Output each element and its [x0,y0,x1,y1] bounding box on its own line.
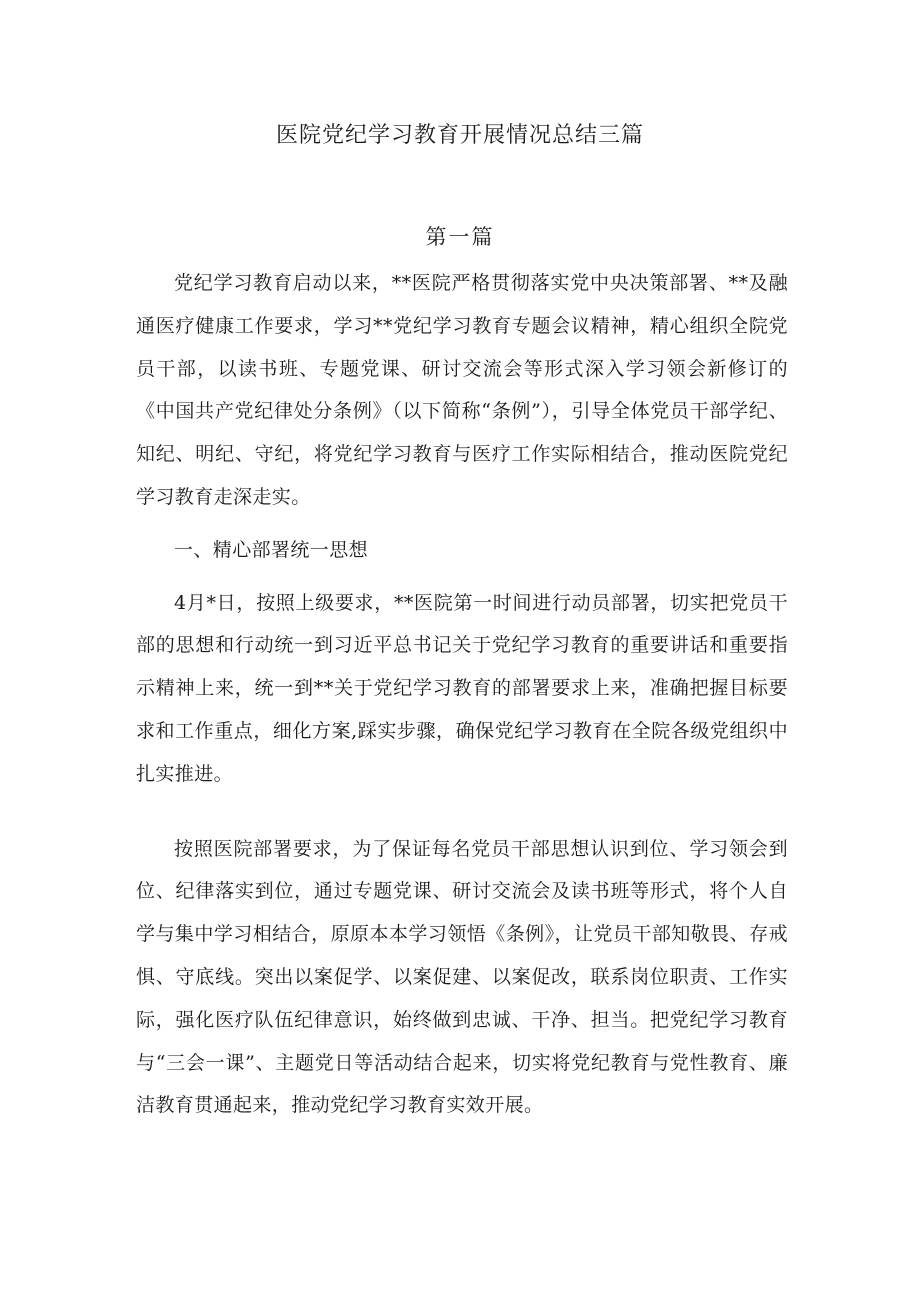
section-title: 第一篇 [425,225,495,249]
paragraph-requirements: 按照医院部署要求，为了保证每名党员干部思想认识到位、学习领会到位、纪律落实到位，通过专题党课、研讨交流会及读书班等形式，将个人自学与集中学习相结合，原原本本学习领悟《条例》，让党员干部知敬畏、存戒惧、守底线。突出以案促学、以案促建、以案促改，联系岗位职责、工作实际，强化医疗队伍纪律意识，始终做到忠诚、干净、担当。把党纪学习教育与“三会一课”、主题党日等活动结合起来，切实将党纪教育与党性教育、廉洁教育贯通起来，推动党纪学习教育实效开展。 [136,837,788,1117]
paragraph-deployment: 4月*日，按照上级要求，**医院第一时间进行动员部署，切实把党员干部的思想和行动统一到习近平总书记关于党纪学习教育的重要讲话和重要指示精神上来，统一到**关于党纪学习教育的部署要求上来，准确把握目标要求和工作重点，细化方案,踩实步骤，确保党纪学习教育在全院各级党组织中扎实推进。 [136,591,788,785]
document-title: 医院党纪学习教育开展情况总结三篇 [275,123,644,148]
document-body [136,262,788,1127]
paragraph-intro: 党纪学习教育启动以来，**医院严格贯彻落实党中央决策部署、**及融通医疗健康工作要求，学习**党纪学习教育专题会议精神，精心组织全院党员干部，以读书班、专题党课、研讨交流会等形式深入学习领会新修订的《中国共产党纪律处分条例》（以下简称“条例”），引导全体党员干部学纪、知纪、明纪、守纪，将党纪学习教育与医疗工作实际相结合，推动医院党纪学习教育走深走实。 [136,272,788,508]
paragraph-heading-1: 一、精心部署统一思想 [174,538,369,561]
